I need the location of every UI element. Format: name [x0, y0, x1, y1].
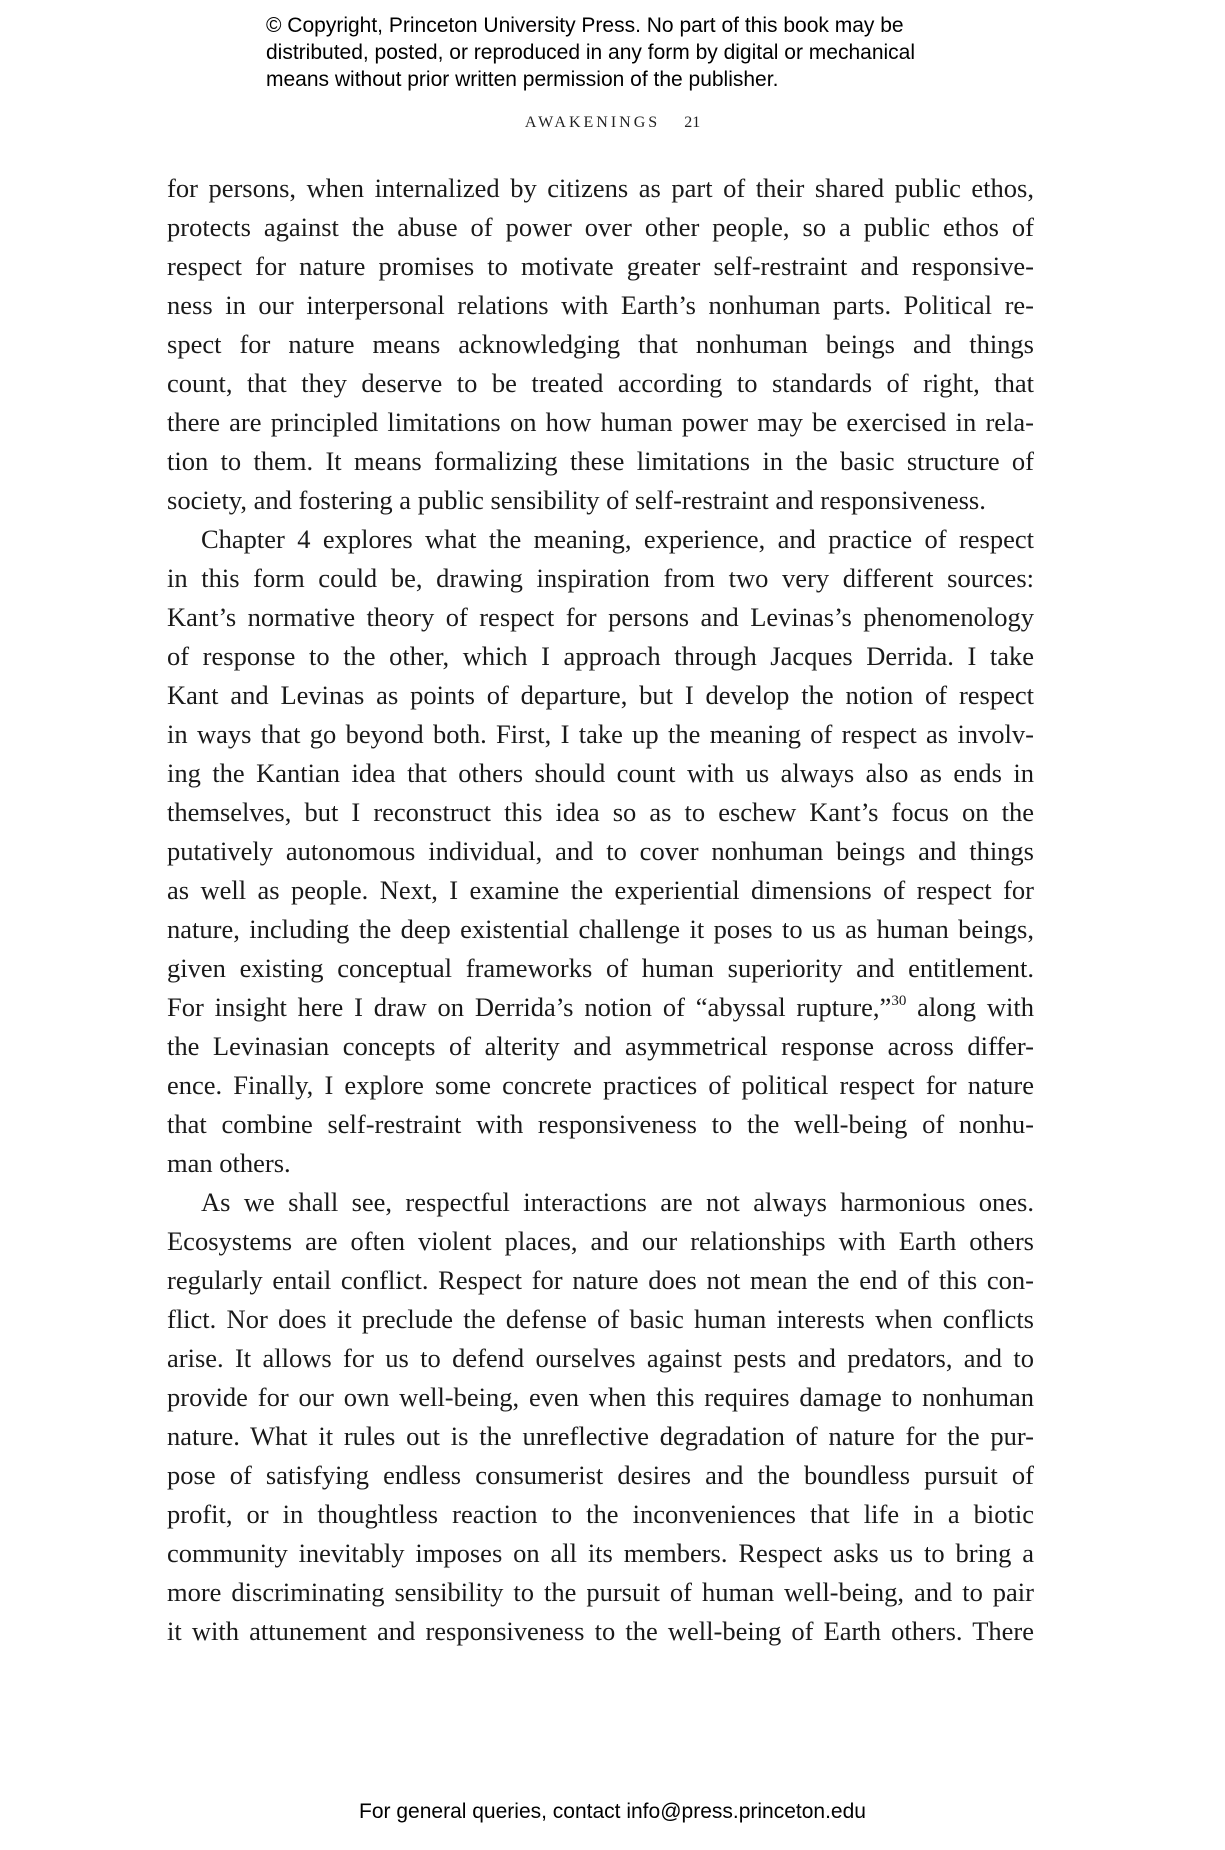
paragraph	[167, 169, 1034, 520]
text-line: pose of satisfying endless consumerist desires and the boundless pursuit of	[167, 1460, 1034, 1490]
text-line: community inevitably imposes on all its members. Respect asks us to bring a	[167, 1538, 1034, 1568]
text-line: the Levinasian concepts of alterity and asymmetrical response across differ-	[167, 1031, 1034, 1061]
text-line: profit, or in thoughtless reaction to the inconveniences that life in a biotic	[167, 1499, 1034, 1529]
text-line	[167, 988, 1034, 1027]
text-line: tion to them. It means formalizing these limitations in the basic structure of	[167, 446, 1034, 476]
text-line: as well as people. Next, I examine the experiential dimensions of respect for	[167, 875, 1034, 905]
text-line: it with attunement and responsiveness to the well-being of Earth others. There	[167, 1616, 1034, 1646]
text-segment: For insight here I draw on Derrida’s notion of “abyssal rupture,”	[167, 992, 892, 1022]
text-line: ing the Kantian idea that others should count with us always also as ends in	[167, 758, 1034, 788]
text-line: of response to the other, which I approach through Jacques Derrida. I take	[167, 641, 1034, 671]
text-line: Chapter 4 explores what the meaning, experience, and practice of respect	[201, 524, 1034, 554]
text-line: regularly entail conflict. Respect for nature does not mean the end of this con-	[167, 1265, 1034, 1295]
copyright-line: distributed, posted, or reproduced in any form by digital or mechanical	[266, 41, 916, 64]
paragraph	[167, 520, 1034, 1183]
text-line: Ecosystems are often violent places, and our relationships with Earth others	[167, 1226, 1034, 1256]
text-line: in ways that go beyond both. First, I take up the meaning of respect as involv-	[167, 719, 1034, 749]
text-line: ence. Finally, I explore some concrete practices of political respect for nature	[167, 1070, 1034, 1100]
text-line: As we shall see, respectful interactions are not always harmonious ones.	[201, 1187, 1034, 1217]
text-segment: along with	[906, 992, 1034, 1022]
text-line: flict. Nor does it preclude the defense of basic human interests when conflicts	[167, 1304, 1034, 1334]
text-line: in this form could be, drawing inspiration from two very different sources:	[167, 563, 1034, 593]
text-line: given existing conceptual frameworks of human superiority and entitlement.	[167, 953, 1034, 983]
text-line: man others.	[167, 1148, 291, 1178]
text-line: count, that they deserve to be treated according to standards of right, that	[167, 368, 1034, 398]
running-head	[0, 114, 1225, 132]
copyright-line: means without prior written permission of the publisher.	[266, 68, 779, 91]
running-head-title: AWAKENINGS	[524, 114, 661, 131]
copyright-notice	[266, 12, 915, 93]
text-line: more discriminating sensibility to the pursuit of human well-being, and to pair	[167, 1577, 1034, 1607]
text-line: nature. What it rules out is the unreflective degradation of nature for the pur-	[167, 1421, 1034, 1451]
text-line: Kant’s normative theory of respect for persons and Levinas’s phenomenology	[167, 602, 1034, 632]
text-line: Kant and Levinas as points of departure, but I develop the notion of respect	[167, 680, 1034, 710]
copyright-line: © Copyright, Princeton University Press. No part of this book may be	[266, 14, 904, 37]
text-line: spect for nature means acknowledging that nonhuman beings and things	[167, 329, 1034, 359]
text-line: provide for our own well-being, even when this requires damage to nonhuman	[167, 1382, 1034, 1412]
text-line: for persons, when internalized by citizens as part of their shared public ethos,	[167, 173, 1034, 203]
footer-contact: For general queries, contact info@press.princeton.edu	[359, 1800, 866, 1823]
text-line: that combine self-restraint with responsiveness to the well-being of nonhu-	[167, 1109, 1034, 1139]
text-line: themselves, but I reconstruct this idea so as to eschew Kant’s focus on the	[167, 797, 1034, 827]
footnote-marker[interactable]: 30	[891, 993, 907, 1009]
text-line: nature, including the deep existential challenge it poses to us as human beings,	[167, 914, 1034, 944]
text-line: putatively autonomous individual, and to cover nonhuman beings and things	[167, 836, 1034, 866]
paragraph	[167, 1183, 1034, 1651]
text-line: ness in our interpersonal relations with Earth’s nonhuman parts. Political re-	[167, 290, 1034, 320]
body-text	[167, 169, 1034, 1651]
page-number: 21	[684, 114, 701, 131]
text-line: protects against the abuse of power over other people, so a public ethos of	[167, 212, 1034, 242]
text-line: there are principled limitations on how human power may be exercised in rela-	[167, 407, 1034, 437]
text-line: society, and fostering a public sensibility of self-restraint and responsiveness.	[167, 485, 986, 515]
text-line: arise. It allows for us to defend ourselves against pests and predators, and to	[167, 1343, 1034, 1373]
text-line: respect for nature promises to motivate greater self-restraint and responsive-	[167, 251, 1034, 281]
